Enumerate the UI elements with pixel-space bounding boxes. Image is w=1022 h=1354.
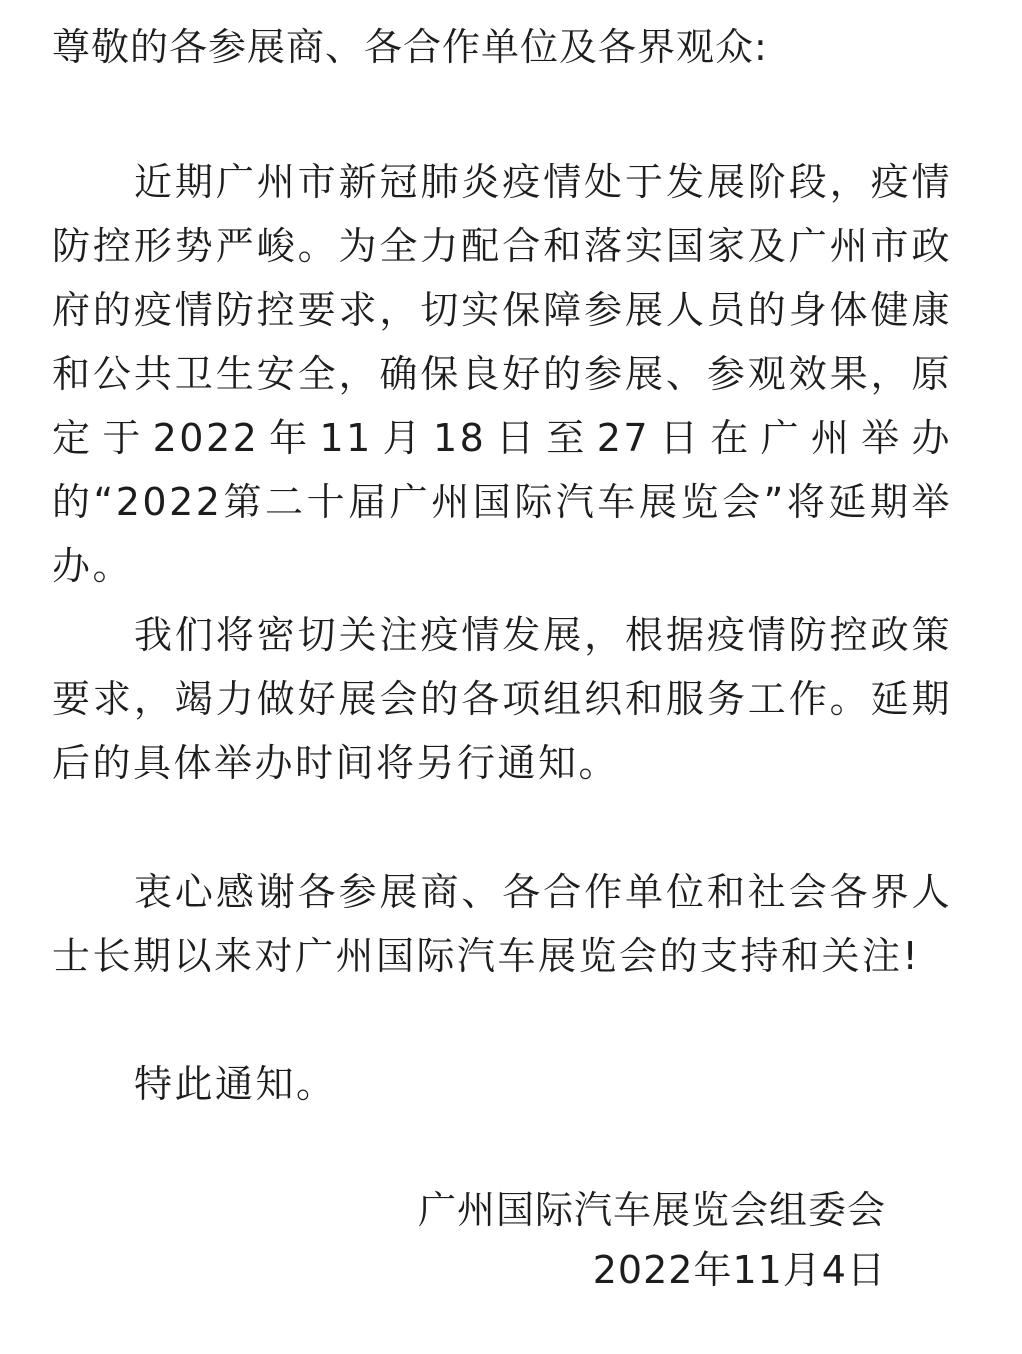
- signature-date: 2022年11月4日: [592, 1248, 886, 1292]
- notice-document: [52, 0, 952, 1354]
- signature-organization: 广州国际汽车展览会组委会: [417, 1188, 886, 1232]
- paragraph-closing: 特此通知。: [134, 1062, 337, 1106]
- salutation: 尊敬的各参展商、各合作单位及各界观众:: [52, 25, 768, 69]
- paragraph-postponement: 近期广州市新冠肺炎疫情处于发展阶段，疫情防控形势严峻。为全力配合和落实国家及广州市政府的疫情防控要求，切实保障参展人员的身体健康和公共卫生安全，确保良好的参展、参观效果，原定于2022年11月18日至27日在广州举办的“2022第二十届广州国际汽车展览会”将延期举办。: [52, 160, 952, 588]
- paragraph-follow-up: 我们将密切关注疫情发展，根据疫情防控政策要求，竭力做好展会的各项组织和服务工作。延期后的具体举办时间将另行通知。: [52, 613, 952, 785]
- paragraph-thanks: 衷心感谢各参展商、各合作单位和社会各界人士长期以来对广州国际汽车展览会的支持和关注!: [52, 870, 952, 978]
- signature-block: [418, 1180, 886, 1300]
